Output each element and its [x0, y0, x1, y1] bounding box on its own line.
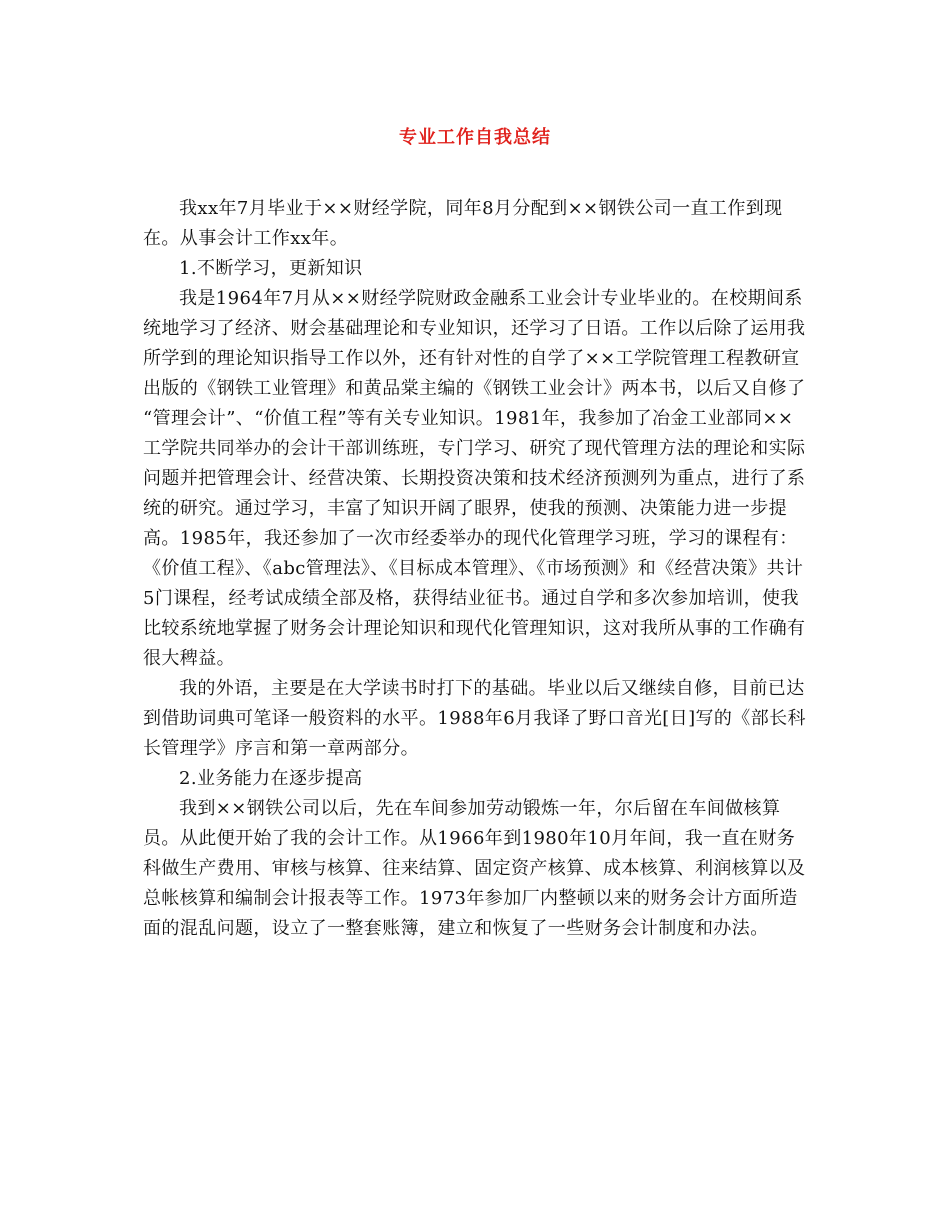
- paragraph-language: 我的外语，主要是在大学读书时打下的基础。毕业以后又继续自修，目前已达到借助词典可笔译一般资料的水平。1988年6月我译了野口音光[日]写的《部长科长管理学》序言和第一章两部分。: [143, 678, 806, 759]
- paragraph-intro: 我xx年7月毕业于××财经学院，同年8月分配到××钢铁公司一直工作到现在。从事会计工作xx年。: [143, 198, 783, 249]
- paragraph-work: 我到××钢铁公司以后，先在车间参加劳动锻炼一年，尔后留在车间做核算员。从此便开始了我的会计工作。从1966年到1980年10月年间，我一直在财务科做生产费用、审核与核算、往来结算、固定资产核算、成本核算、利润核算以及总帐核算和编制会计报表等工作。1973年参加厂内整顿以来的财务会计方面所造面的混乱问题，设立了一整套账簿，建立和恢复了一些财务会计制度和办法。: [143, 798, 806, 939]
- section-heading-1: 1.不断学习，更新知识: [179, 258, 363, 279]
- section-heading-2: 2.业务能力在逐步提高: [179, 768, 363, 789]
- document-title: 专业工作自我总结: [399, 127, 551, 148]
- paragraph-study: 我是1964年7月从××财经学院财政金融系工业会计专业毕业的。在校期间系统地学习了经济、财会基础理论和专业知识，还学习了日语。工作以后除了运用我所学到的理论知识指导工作以外，还有针对性的自学了××工学院管理工程教研宣出版的《钢铁工业管理》和黄品棠主编的《钢铁工业会计》两本书，以后又自修了 “管理会计”、“价值工程”等有关专业知识。1981年，我参加了冶金工业部同××工学院共同举办的会计干部训练班，专门学习、研究了现代管理方法的理论和实际问题并把管理会计、经营决策、长期投资决策和技术经济预测列为重点，进行了系统的研究。通过学习，丰富了知识开阔了眼界，使我的预测、决策能力进一步提高。1985年，我还参加了一次市经委举办的现代化管理学习班，学习的课程有：《价值工程》、《abc管理法》、《目标成本管理》、《市场预测》和《经营决策》共计5门课程，经考试成绩全部及格，获得结业征书。通过自学和多次参加培训，使我比较系统地掌握了财务会计理论知识和现代化管理知识，这对我所从事的工作确有很大稗益。: [143, 288, 806, 669]
- document-body: [143, 194, 809, 944]
